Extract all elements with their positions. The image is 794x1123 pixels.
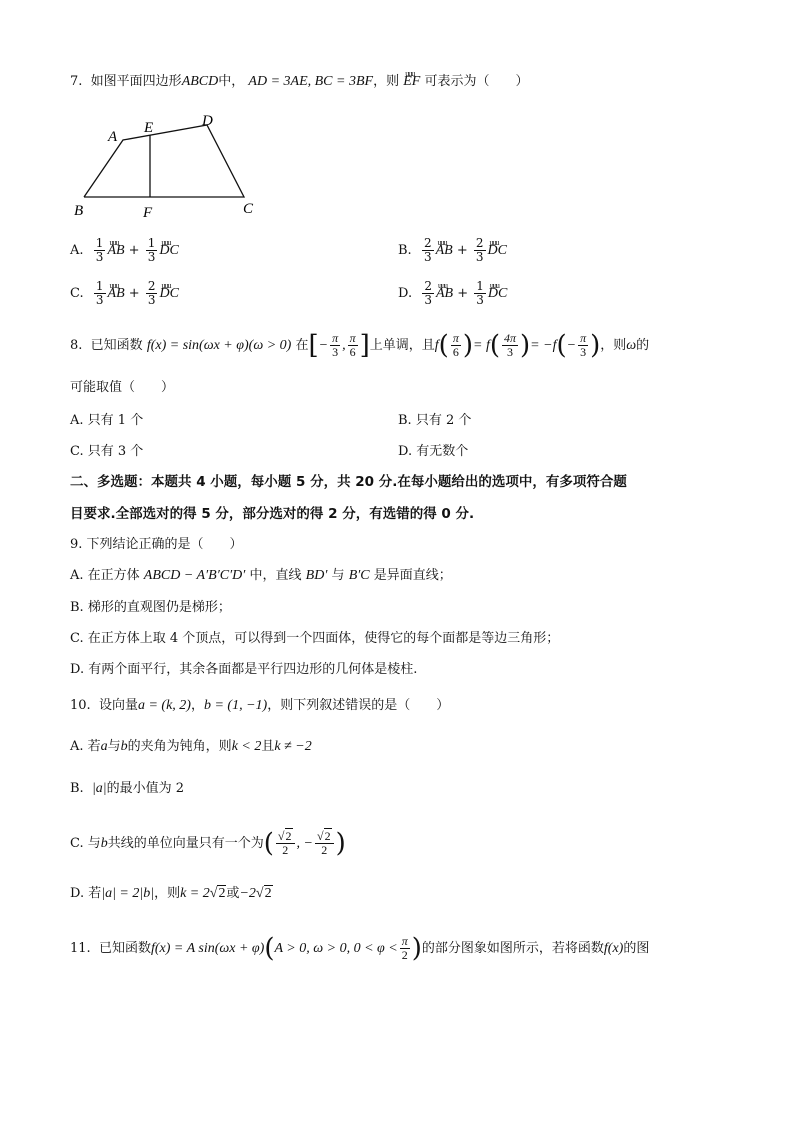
q7-figure-label-c: C [243, 201, 254, 217]
q7-figure-label-b: B [74, 203, 84, 219]
section2-heading-line2: 目要求.全部选对的得 5 分，部分选对的得 2 分，有选错的得 0 分. [70, 506, 475, 522]
q7-figure-label-d: D [202, 113, 213, 129]
q7-stem: 7. 如图平面四边形ABCD中， AD = 3AE, BC = 3BF，则 uuu EF 可表示为（ ） [70, 72, 528, 92]
q9-option-a[interactable]: A. 在正方体 ABCD − A′B′C′D′ 中，直线 BD′ 与 B′C 是异面直线； [70, 568, 452, 583]
q10-option-d[interactable]: D. 若|a| = 2|b|，则k = 2√2或−2√2 [70, 886, 272, 901]
q9-stem: 9. 下列结论正确的是（ ） [70, 537, 243, 552]
q7-figure-label-f: F [143, 205, 153, 220]
q7-option-d[interactable]: D. $\frac{2}{3}$ uuu AB + $\frac{1}{3}$ uuu DC [398, 280, 507, 307]
q8-stem-line2: 可能取值（ ） [70, 380, 175, 395]
q7-quadrilateral-figure [70, 105, 270, 220]
q8-option-a[interactable]: A. 只有 1 个 [70, 413, 144, 428]
q7-option-a[interactable]: A. $\frac{1}{3}$ uuu AB + $\frac{1}{3}$ uuu DC [70, 237, 179, 264]
q8-stem: 8. 已知函数 f(x) = sin(ωx + φ)(ω > 0) 在[− $\frac{\pi}{3}$ , $\frac{\pi}{6}$ ]上单调，且f( $\frac{\pi}{6}$ )= f( $\frac{4\pi}{3}$ )= −f(− $\frac{\pi}{3}$ )，则ω的 [70, 330, 650, 361]
q7-option-c[interactable]: C. $\frac{1}{3}$ uuu AB + $\frac{2}{3}$ uuu DC [70, 280, 179, 307]
q9-option-b[interactable]: B. 梯形的直观图仍是梯形； [70, 600, 231, 615]
q8-option-d[interactable]: D. 有无数个 [398, 444, 469, 459]
q7-figure-label-a: A [108, 129, 118, 145]
q11-stem: 11. 已知函数f(x) = A sin(ωx + φ)(A > 0, ω > 0, 0 < φ < $\frac{\pi}{2}$ )的部分图象如图所示，若将函数f(x)的图 [70, 933, 650, 964]
q10-option-a[interactable]: A. 若a与b的夹角为钝角，则k < 2且k ≠ −2 [70, 739, 312, 754]
q8-option-c[interactable]: C. 只有 3 个 [70, 444, 144, 459]
q8-option-b[interactable]: B. 只有 2 个 [398, 413, 472, 428]
q7-figure-label-e: E [144, 120, 154, 136]
q9-option-c[interactable]: C. 在正方体上取 4 个顶点，可以得到一个四面体，使得它的每个面都是等边三角形； [70, 631, 560, 646]
q10-option-b[interactable]: B. |a|的最小值为 2 [70, 781, 185, 796]
q7-option-b[interactable]: B. $\frac{2}{3}$ uuu AB + $\frac{2}{3}$ uuu DC [398, 237, 507, 264]
section2-heading-line1: 二、多选题：本题共 4 小题，每小题 5 分，共 20 分.在每小题给出的选项中，有多项符合题 [70, 474, 627, 490]
q10-option-c[interactable]: C. 与b共线的单位向量只有一个为( $\frac{√2}{2}$ , − $\frac{√2}{2}$ ) [70, 828, 346, 859]
q9-option-d[interactable]: D. 有两个面平行，其余各面都是平行四边形的几何体是棱柱. [70, 662, 418, 677]
q10-stem: 10. 设向量a = (k, 2)，b = (1, −1)，则下列叙述错误的是（ ） [70, 698, 450, 713]
